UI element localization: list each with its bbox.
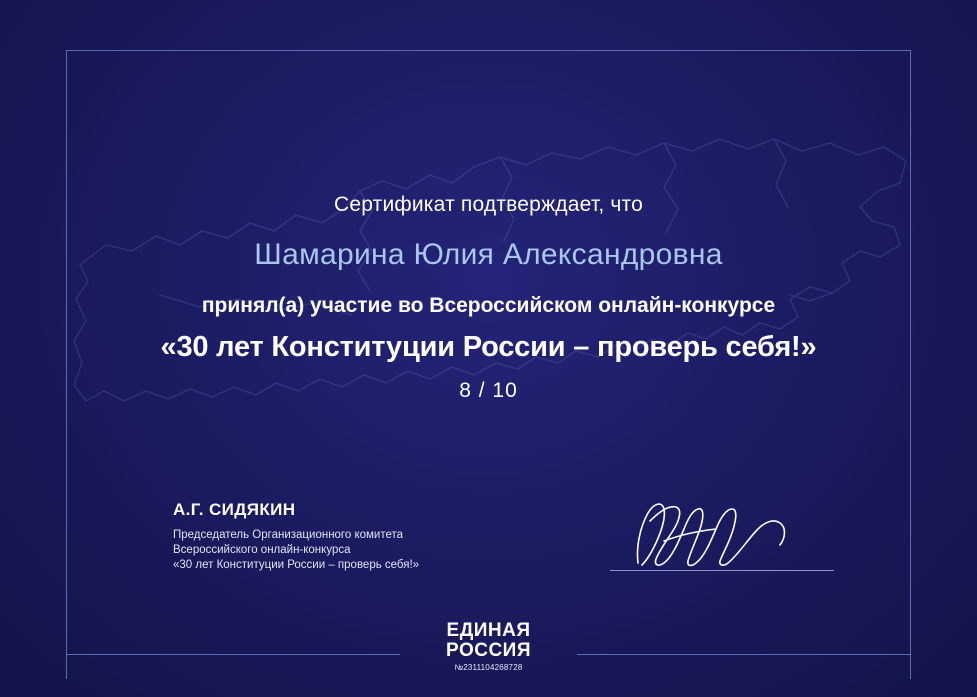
signer-role-line-1: Председатель Организационного комитета [173, 529, 404, 541]
certificate-footer [0, 617, 977, 697]
participation-line: принял(а) участие во Всероссийском онлайн-конкурсе [201, 294, 776, 317]
confirms-line: Сертификат подтверждает, что [333, 193, 643, 216]
signer-role [173, 528, 603, 573]
signer-name: А.Г. СИДЯКИН [173, 500, 296, 519]
recipient-name: Шамарина Юлия Александровна [254, 238, 723, 271]
logo-line-2: РОССИЯ [446, 640, 531, 661]
logo-line-1: ЕДИНАЯ [446, 620, 531, 641]
contest-title: «30 лет Конституции России – проверь себя!» [160, 331, 817, 363]
certificate-number: №2311104268728 [454, 663, 523, 672]
signer-role-line-2: Всероссийского онлайн-конкурса [173, 544, 351, 556]
united-russia-logo [446, 621, 531, 672]
signature-area [610, 495, 840, 580]
signer-role-line-3: «30 лет Конституции России – проверь себя!» [173, 559, 420, 571]
score-value: 8 / 10 [459, 379, 518, 402]
handwritten-signature-icon [620, 495, 810, 573]
signer-block [173, 500, 603, 573]
footer-rule-left [66, 654, 400, 655]
signature-rule [610, 570, 834, 571]
footer-rule-right [577, 654, 911, 655]
